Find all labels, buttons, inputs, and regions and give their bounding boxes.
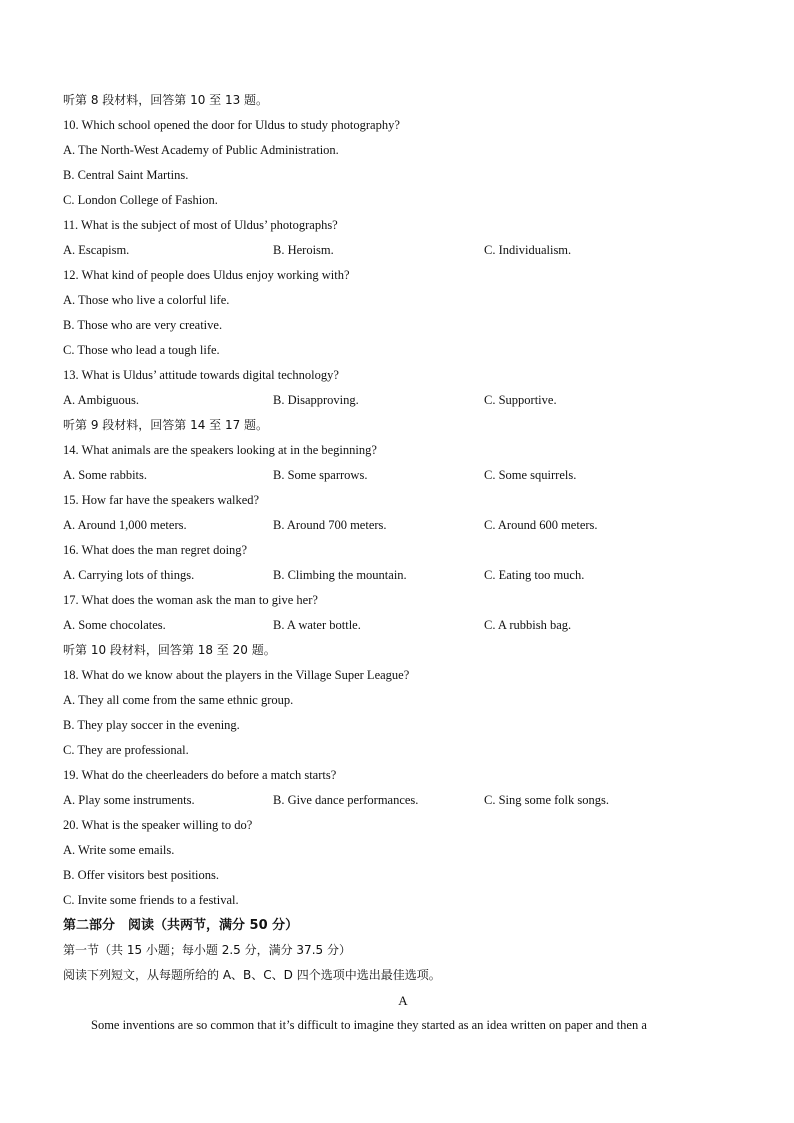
question-18-option-c: C. They are professional. bbox=[63, 743, 189, 757]
question-17-option-c: C. A rubbish bag. bbox=[484, 618, 572, 632]
question-17-option-b: B. A water bottle. bbox=[273, 618, 361, 632]
passage-first-line: Some inventions are so common that it’s difficult to imagine they started as an idea written on paper and then a bbox=[91, 1018, 647, 1032]
question-13-stem: 13. What is Uldus’ attitude towards digital technology? bbox=[63, 368, 339, 382]
part-two-title: 第二部分 阅读（共两节，满分 50 分） bbox=[63, 918, 299, 933]
question-14-option-c: C. Some squirrels. bbox=[484, 468, 577, 482]
question-15-stem: 15. How far have the speakers walked? bbox=[63, 493, 260, 507]
question-14-option-a: A. Some rabbits. bbox=[63, 468, 148, 482]
question-11-option-b: B. Heroism. bbox=[273, 243, 334, 257]
question-12-option-c: C. Those who lead a tough life. bbox=[63, 343, 220, 357]
question-12-option-b: B. Those who are very creative. bbox=[63, 318, 223, 332]
section-header-10: 听第 10 段材料，回答第 18 至 20 题。 bbox=[63, 643, 276, 657]
question-11-option-c: C. Individualism. bbox=[484, 243, 572, 257]
section-header-9: 听第 9 段材料，回答第 14 至 17 题。 bbox=[63, 418, 269, 432]
question-12-stem: 12. What kind of people does Uldus enjoy working with? bbox=[63, 268, 350, 282]
question-13-options bbox=[63, 388, 743, 413]
question-10-stem: 10. Which school opened the door for Uldus to study photography? bbox=[63, 118, 400, 132]
question-14-option-b: B. Some sparrows. bbox=[273, 468, 368, 482]
question-11-option-a: A. Escapism. bbox=[63, 243, 130, 257]
question-19-option-b: B. Give dance performances. bbox=[273, 793, 419, 807]
question-15-option-a: A. Around 1,000 meters. bbox=[63, 518, 187, 532]
question-17-options bbox=[63, 613, 743, 638]
question-18-stem: 18. What do we know about the players in the Village Super League? bbox=[63, 668, 410, 682]
question-11-options bbox=[63, 238, 743, 263]
question-18-option-b: B. They play soccer in the evening. bbox=[63, 718, 240, 732]
question-10-option-b: B. Central Saint Martins. bbox=[63, 168, 189, 182]
question-19-option-a: A. Play some instruments. bbox=[63, 793, 195, 807]
question-20-option-c: C. Invite some friends to a festival. bbox=[63, 893, 239, 907]
part-two-subsection: 第一节（共 15 小题；每小题 2.5 分，满分 37.5 分） bbox=[63, 943, 351, 957]
question-19-options bbox=[63, 788, 743, 813]
section-header-8: 听第 8 段材料，回答第 10 至 13 题。 bbox=[63, 93, 269, 107]
question-20-option-a: A. Write some emails. bbox=[63, 843, 175, 857]
question-15-option-b: B. Around 700 meters. bbox=[273, 518, 387, 532]
question-11-stem: 11. What is the subject of most of Uldus’ photographs? bbox=[63, 218, 338, 232]
question-17-option-a: A. Some chocolates. bbox=[63, 618, 166, 632]
question-13-option-b: B. Disapproving. bbox=[273, 393, 359, 407]
part-two-instructions: 阅读下列短文，从每题所给的 A、B、C、D 四个选项中选出最佳选项。 bbox=[63, 968, 441, 982]
question-15-options bbox=[63, 513, 743, 538]
question-20-stem: 20. What is the speaker willing to do? bbox=[63, 818, 253, 832]
question-17-stem: 17. What does the woman ask the man to give her? bbox=[63, 593, 318, 607]
exam-page bbox=[63, 88, 743, 1038]
question-16-stem: 16. What does the man regret doing? bbox=[63, 543, 248, 557]
question-19-option-c: C. Sing some folk songs. bbox=[484, 793, 610, 807]
passage-label: A bbox=[398, 993, 408, 1008]
question-19-stem: 19. What do the cheerleaders do before a match starts? bbox=[63, 768, 337, 782]
question-20-option-b: B. Offer visitors best positions. bbox=[63, 868, 220, 882]
question-13-option-a: A. Ambiguous. bbox=[63, 393, 140, 407]
question-14-stem: 14. What animals are the speakers looking at in the beginning? bbox=[63, 443, 377, 457]
question-16-options bbox=[63, 563, 743, 588]
question-12-option-a: A. Those who live a colorful life. bbox=[63, 293, 230, 307]
question-16-option-b: B. Climbing the mountain. bbox=[273, 568, 407, 582]
question-18-option-a: A. They all come from the same ethnic group. bbox=[63, 693, 294, 707]
question-16-option-a: A. Carrying lots of things. bbox=[63, 568, 195, 582]
question-14-options bbox=[63, 463, 743, 488]
question-15-option-c: C. Around 600 meters. bbox=[484, 518, 598, 532]
question-10-option-c: C. London College of Fashion. bbox=[63, 193, 218, 207]
question-13-option-c: C. Supportive. bbox=[484, 393, 557, 407]
question-16-option-c: C. Eating too much. bbox=[484, 568, 585, 582]
question-10-option-a: A. The North-West Academy of Public Administration. bbox=[63, 143, 339, 157]
